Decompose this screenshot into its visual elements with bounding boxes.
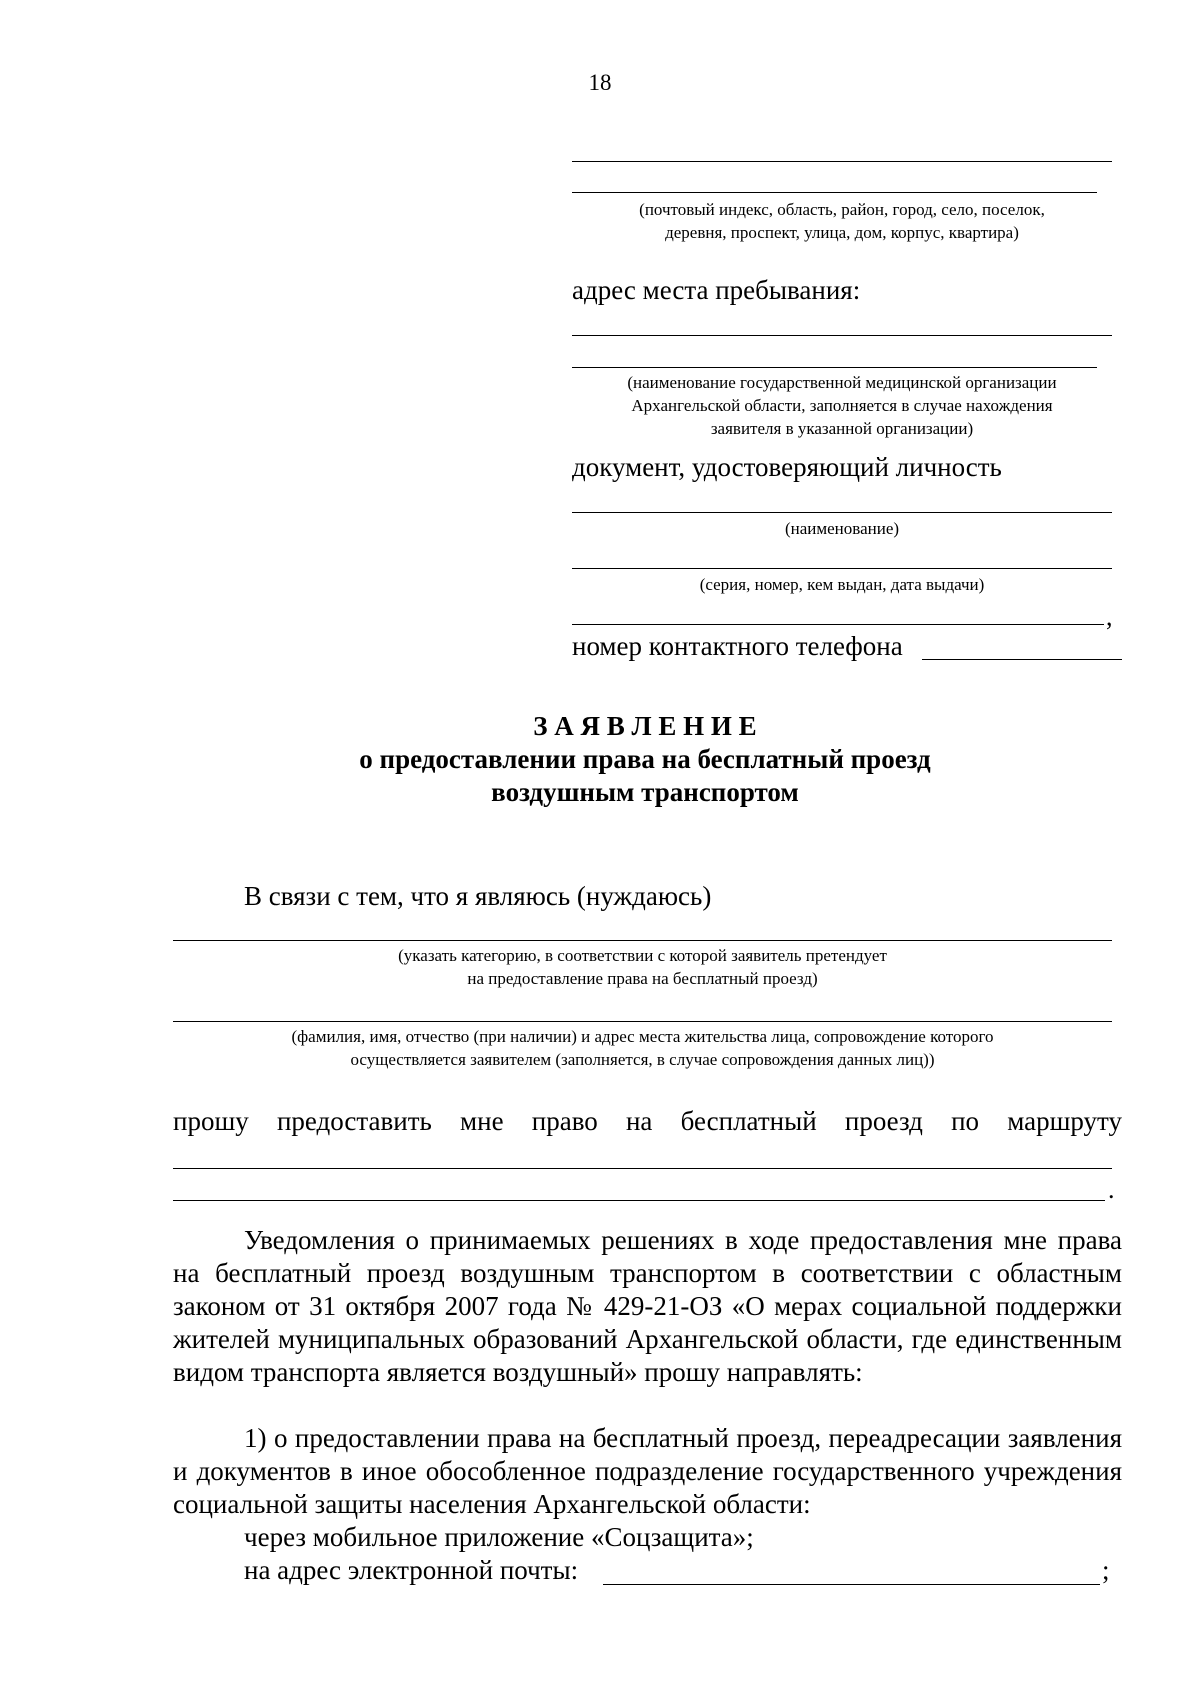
address-line-1[interactable] [572, 161, 1112, 162]
id-details-hint: (серия, номер, кем выдан, дата выдачи) [699, 575, 985, 594]
request-line: прошу предоставить мне право на бесплатный проезд по маршруту [173, 1106, 1122, 1136]
stay-address-line-1[interactable] [572, 335, 1112, 336]
category-line[interactable] [173, 940, 1112, 941]
title-line-1: о предоставлении права на бесплатный проезд [359, 744, 931, 774]
page-number: 18 [588, 70, 612, 95]
document-title [0, 710, 1200, 809]
phone-line[interactable] [922, 659, 1122, 660]
id-document-label: документ, удостоверяющий личность [572, 452, 1002, 482]
category-hint [173, 944, 1112, 990]
route-line-1[interactable] [173, 1168, 1112, 1169]
medical-org-hint [572, 371, 1112, 440]
category-hint-line-1: (указать категорию, в соответствии с которой заявитель претендует [398, 946, 887, 965]
email-semicolon: ; [1102, 1555, 1110, 1585]
email-label: на адрес электронной почты: [244, 1555, 579, 1585]
stay-address-label: адрес места пребывания: [572, 275, 861, 305]
id-name-line[interactable] [572, 512, 1112, 513]
item-1-paragraph: 1) о предоставлении права на бесплатный проезд, переадресации заявления и документов в иное обособленное подразделение государственного учреждения социальной защиты населения Архангельской области: [173, 1423, 1122, 1519]
title-line-2: воздушным транспортом [491, 777, 799, 807]
id-details-line[interactable] [572, 568, 1112, 569]
address-hint-line-1: (почтовый индекс, область, район, город, село, поселок, [639, 200, 1045, 219]
category-hint-line-2: на предоставление права на бесплатный проезд) [467, 969, 818, 988]
id-details-line-2[interactable] [572, 624, 1104, 625]
address-line-2[interactable] [572, 192, 1097, 193]
escort-hint-line-2: осуществляется заявителем (заполняется, в случае сопровождения данных лиц)) [350, 1050, 935, 1069]
medical-hint-line-3: заявителя в указанной организации) [710, 419, 974, 438]
title-heading: З А Я В Л Е Н И Е [533, 711, 757, 741]
medical-hint-line-1: (наименование государственной медицинской организации [627, 373, 1057, 392]
address-hint [572, 198, 1112, 244]
email-line[interactable] [603, 1584, 1100, 1585]
via-app-option: через мобильное приложение «Соцзащита»; [244, 1522, 754, 1552]
notify-paragraph: Уведомления о принимаемых решениях в ходе предоставления мне права на бесплатный проезд воздушным транспортом в соответствии с областным законом от 31 октября 2007 года № 429-21-ОЗ «О мерах социальной поддержки жителей муниципальных образований Архангельской области, где единственным видом транспорта является воздушный» прошу направлять: [173, 1225, 1122, 1387]
id-name-hint: (наименование) [784, 519, 900, 538]
intro-text: В связи с тем, что я являюсь (нуждаюсь) [244, 881, 712, 911]
id-details-comma: , [1106, 602, 1113, 631]
stay-address-line-2[interactable] [572, 367, 1097, 368]
escort-hint [173, 1025, 1112, 1071]
phone-label: номер контактного телефона [572, 631, 903, 661]
route-line-2[interactable] [173, 1200, 1105, 1201]
address-hint-line-2: деревня, проспект, улица, дом, корпус, квартира) [665, 223, 1019, 242]
medical-hint-line-2: Архангельской области, заполняется в случае нахождения [631, 396, 1053, 415]
escort-line[interactable] [173, 1021, 1112, 1022]
escort-hint-line-1: (фамилия, имя, отчество (при наличии) и адрес места жительства лица, сопровождение которого [291, 1027, 994, 1046]
route-period: . [1108, 1175, 1115, 1204]
